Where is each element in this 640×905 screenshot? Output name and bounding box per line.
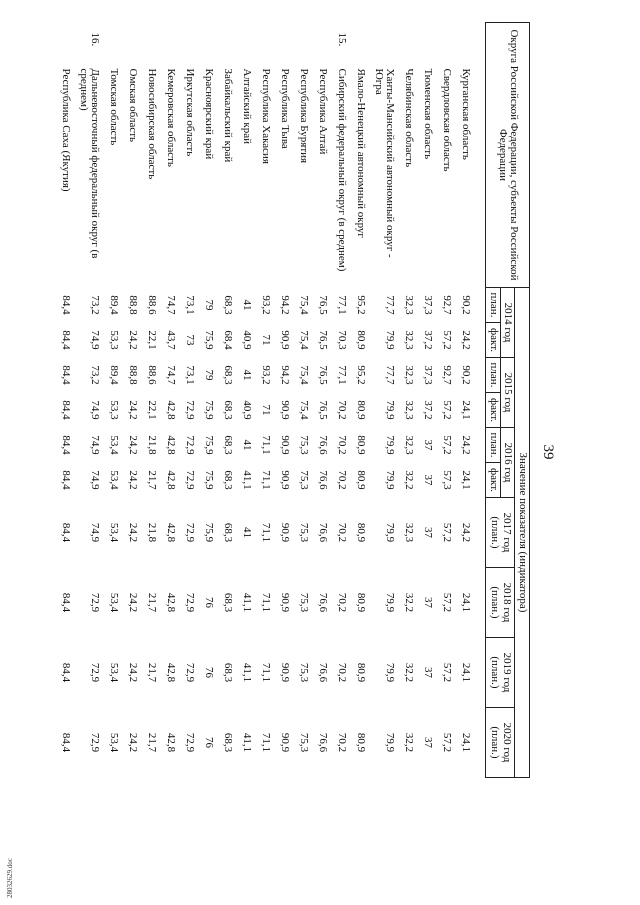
indicator-value: 41 <box>241 369 254 381</box>
indicator-value: 88,6 <box>146 295 159 315</box>
indicator-value: 75,4 <box>298 400 311 420</box>
indicator-value: 70,2 <box>336 662 349 683</box>
region-name: Кемеровская область <box>165 68 178 167</box>
indicator-value: 70,2 <box>336 400 349 420</box>
table-row <box>160 23 179 778</box>
indicator-value: 68,3 <box>222 435 235 455</box>
indicator-value: 57,2 <box>441 435 454 455</box>
indicator-value: 37 <box>422 597 435 608</box>
indicator-value: 72,9 <box>184 470 197 490</box>
indicator-value: 95,2 <box>355 295 368 315</box>
indicator-value: 79,9 <box>384 435 397 455</box>
row-number <box>274 23 293 63</box>
indicator-value: 79,9 <box>384 522 397 543</box>
indicator-value: 41,1 <box>241 592 254 613</box>
indicator-value: 76,6 <box>317 592 330 613</box>
indicator-value: 32,3 <box>403 295 416 315</box>
row-number <box>398 23 417 63</box>
indicator-value: 24,2 <box>127 522 140 543</box>
indicator-value: 42,8 <box>165 470 178 490</box>
indicator-value: 71 <box>260 334 273 346</box>
header-region: Округа Российской Федерации, субъекты Российской Федерации <box>486 23 530 288</box>
region-name: Томская область <box>108 68 121 146</box>
indicator-value: 21,7 <box>146 592 159 613</box>
indicator-value: 74,9 <box>89 400 102 420</box>
indicator-value: 77,1 <box>336 295 349 315</box>
indicator-value: 72,9 <box>184 400 197 420</box>
indicator-value: 68,3 <box>222 470 235 490</box>
indicator-value: 21,8 <box>146 522 159 543</box>
indicator-value: 24,2 <box>460 435 473 455</box>
indicator-value: 74,7 <box>165 365 178 385</box>
indicator-value: 68,3 <box>222 522 235 543</box>
table-body <box>55 23 486 778</box>
indicator-value: 89,4 <box>108 365 121 385</box>
indicator-value: 75,9 <box>203 330 216 350</box>
indicator-value: 24,2 <box>127 470 140 490</box>
region-name: Республика Бурятия <box>298 68 311 164</box>
row-number: 15. <box>336 32 349 47</box>
row-number <box>141 23 160 63</box>
row-number <box>179 23 198 63</box>
indicator-value: 76,6 <box>317 662 330 683</box>
indicator-value: 57,2 <box>441 732 454 753</box>
indicator-value: 72,9 <box>89 662 102 683</box>
indicator-value: 24,2 <box>460 522 473 543</box>
table-row <box>74 23 103 778</box>
indicator-value: 84,4 <box>60 330 73 350</box>
indicator-value: 79,9 <box>384 330 397 350</box>
table-row <box>350 23 369 778</box>
indicator-value: 22,1 <box>146 400 159 420</box>
header-2020: 2020 год (план.) <box>486 708 515 778</box>
indicator-value: 37 <box>422 667 435 678</box>
indicator-value: 53,4 <box>108 662 121 683</box>
indicator-value: 42,8 <box>165 435 178 455</box>
row-number <box>293 23 312 63</box>
indicator-value: 53,4 <box>108 435 121 455</box>
indicator-value: 75,3 <box>298 470 311 490</box>
page-number: 39 <box>540 444 556 460</box>
indicator-value: 72,9 <box>184 592 197 613</box>
row-number <box>455 23 486 63</box>
indicator-value: 70,2 <box>336 732 349 753</box>
indicator-value: 75,9 <box>203 522 216 543</box>
indicator-value: 41,1 <box>241 732 254 753</box>
indicator-value: 79 <box>203 369 216 381</box>
indicator-value: 57,2 <box>441 522 454 543</box>
indicator-value: 76 <box>203 737 216 748</box>
row-number <box>417 23 436 63</box>
indicator-value: 90,9 <box>279 435 292 455</box>
indicator-value: 53,3 <box>108 400 121 420</box>
indicator-value: 71,1 <box>260 522 273 543</box>
indicator-value: 53,4 <box>108 592 121 613</box>
header-2018: 2018 год (план.) <box>486 568 515 638</box>
indicator-value: 32,3 <box>403 365 416 385</box>
indicator-value: 95,2 <box>355 365 368 385</box>
row-number <box>369 23 398 63</box>
header-2015: 2015 год <box>500 358 515 428</box>
indicator-value: 68,3 <box>222 592 235 613</box>
region-name: Ханты-Мансийский автономный округ - Югра <box>372 68 397 258</box>
indicator-value: 32,2 <box>403 662 416 683</box>
indicator-value: 32,3 <box>403 522 416 543</box>
region-name: Иркутская область <box>184 68 197 157</box>
region-name: Республика Хакасия <box>260 68 273 164</box>
indicator-value: 74,7 <box>165 295 178 315</box>
table-row <box>217 23 236 778</box>
region-name: Забайкальский край <box>222 68 235 163</box>
indicator-value: 74,9 <box>89 330 102 350</box>
indicator-value: 75,9 <box>203 435 216 455</box>
indicator-value: 24,2 <box>127 435 140 455</box>
indicator-value: 90,9 <box>279 662 292 683</box>
indicator-value: 32,3 <box>403 400 416 420</box>
table-container <box>55 22 530 778</box>
indicator-value: 24,1 <box>460 662 473 683</box>
indicator-value: 73,2 <box>89 295 102 315</box>
table-row <box>369 23 398 778</box>
indicator-value: 43,7 <box>165 330 178 350</box>
table-row <box>122 23 141 778</box>
indicator-value: 88,8 <box>127 295 140 315</box>
indicator-value: 88,8 <box>127 365 140 385</box>
indicator-value: 24,2 <box>127 662 140 683</box>
indicator-value: 37 <box>422 474 435 486</box>
indicator-value: 41 <box>241 299 254 311</box>
indicator-value: 32,2 <box>403 470 416 490</box>
indicator-value: 57,2 <box>441 330 454 350</box>
indicator-value: 75,3 <box>298 592 311 613</box>
indicator-value: 37,2 <box>422 330 435 350</box>
indicator-value: 72,9 <box>184 522 197 543</box>
region-name: Челябинская область <box>403 68 416 168</box>
indicator-value: 76,5 <box>317 365 330 385</box>
table-row <box>255 23 274 778</box>
indicator-value: 80,9 <box>355 330 368 350</box>
indicator-value: 76,5 <box>317 400 330 420</box>
indicator-value: 76,5 <box>317 295 330 315</box>
table-row <box>331 23 350 778</box>
indicator-value: 72,9 <box>89 592 102 613</box>
indicator-value: 84,4 <box>60 400 73 420</box>
indicator-value: 84,4 <box>60 732 73 753</box>
indicator-value: 41 <box>241 527 254 538</box>
indicator-value: 70,2 <box>336 435 349 455</box>
row-number <box>255 23 274 63</box>
indicator-value: 41,1 <box>241 470 254 490</box>
indicator-value: 80,9 <box>355 470 368 490</box>
indicator-value: 75,3 <box>298 435 311 455</box>
indicator-value: 79,9 <box>384 732 397 753</box>
row-number <box>198 23 217 63</box>
header-plan: план. <box>486 288 501 323</box>
indicator-value: 71,1 <box>260 435 273 455</box>
indicator-value: 94,2 <box>279 365 292 385</box>
indicator-value: 75,9 <box>203 470 216 490</box>
indicator-value: 76 <box>203 667 216 678</box>
indicator-value: 68,3 <box>222 295 235 315</box>
indicator-value: 79,9 <box>384 470 397 490</box>
indicator-value: 24,1 <box>460 732 473 753</box>
indicator-value: 24,1 <box>460 592 473 613</box>
indicator-value: 84,4 <box>60 592 73 613</box>
indicator-value: 37,3 <box>422 365 435 385</box>
indicator-value: 79 <box>203 299 216 311</box>
indicator-value: 40,9 <box>241 400 254 420</box>
indicator-value: 68,4 <box>222 330 235 350</box>
row-number: 16. <box>89 32 102 47</box>
header-2014: 2014 год <box>500 288 515 358</box>
indicator-value: 75,4 <box>298 365 311 385</box>
table-row <box>417 23 436 778</box>
indicator-value: 70,2 <box>336 592 349 613</box>
region-name: Новосибирская область <box>146 68 159 180</box>
indicator-value: 53,4 <box>108 470 121 490</box>
indicator-value: 32,3 <box>403 330 416 350</box>
indicator-value: 90,9 <box>279 592 292 613</box>
indicator-value: 77,1 <box>336 365 349 385</box>
indicator-value: 76,6 <box>317 522 330 543</box>
indicator-value: 73,1 <box>184 295 197 315</box>
indicator-value: 76,5 <box>317 330 330 350</box>
indicator-value: 53,4 <box>108 732 121 753</box>
indicator-value: 75,3 <box>298 732 311 753</box>
row-number <box>217 23 236 63</box>
indicator-value: 57,2 <box>441 662 454 683</box>
indicator-value: 75,4 <box>298 295 311 315</box>
indicator-value: 24,1 <box>460 400 473 420</box>
table-row <box>198 23 217 778</box>
header-fact: факт. <box>486 393 501 428</box>
indicator-value: 72,9 <box>89 732 102 753</box>
indicator-value: 77,7 <box>384 365 397 385</box>
indicator-value: 84,4 <box>60 365 73 385</box>
indicator-value: 90,2 <box>460 295 473 315</box>
indicator-value: 84,4 <box>60 295 73 315</box>
indicator-value: 37 <box>422 439 435 451</box>
region-name: Республика Саха (Якутия) <box>60 68 73 192</box>
row-number <box>103 23 122 63</box>
region-name: Республика Алтай <box>317 68 330 155</box>
header-indicator-group: Значение показателя (индикатора) <box>515 288 530 778</box>
region-name: Ямало-Ненецкий автономный округ <box>355 68 368 238</box>
indicator-value: 79,9 <box>384 400 397 420</box>
indicator-value: 75,9 <box>203 400 216 420</box>
region-name: Тюменская область <box>422 68 435 160</box>
indicator-value: 24,2 <box>460 330 473 350</box>
indicator-value: 24,2 <box>127 400 140 420</box>
header-2019: 2019 год (план.) <box>486 638 515 708</box>
indicator-value: 75,4 <box>298 330 311 350</box>
indicator-value: 37 <box>422 527 435 538</box>
indicator-value: 42,8 <box>165 522 178 543</box>
table-row <box>103 23 122 778</box>
indicator-value: 68,3 <box>222 732 235 753</box>
region-name: Республика Тыва <box>279 68 292 149</box>
row-number <box>312 23 331 63</box>
indicator-value: 41,1 <box>241 662 254 683</box>
table-row <box>55 23 74 778</box>
indicator-value: 88,6 <box>146 365 159 385</box>
indicator-value: 76,6 <box>317 435 330 455</box>
indicator-value: 72,9 <box>184 662 197 683</box>
indicator-value: 80,9 <box>355 400 368 420</box>
indicator-value: 72,9 <box>184 732 197 753</box>
table-row <box>141 23 160 778</box>
indicator-value: 84,4 <box>60 435 73 455</box>
region-name: Сибирский федеральный округ (в среднем) <box>336 68 349 272</box>
indicator-value: 84,4 <box>60 662 73 683</box>
indicator-value: 37,2 <box>422 400 435 420</box>
region-name: Дальневосточный федеральный округ (в среднем) <box>77 68 102 259</box>
header-fact: факт. <box>486 463 501 498</box>
indicator-value: 74,9 <box>89 470 102 490</box>
indicator-value: 90,9 <box>279 522 292 543</box>
indicator-value: 76,6 <box>317 732 330 753</box>
table-row <box>312 23 331 778</box>
header-fact: факт. <box>486 323 501 358</box>
indicator-value: 21,7 <box>146 662 159 683</box>
indicator-value: 32,3 <box>403 435 416 455</box>
indicator-value: 37 <box>422 737 435 748</box>
indicator-value: 40,9 <box>241 330 254 350</box>
indicator-table <box>55 22 530 778</box>
table-row <box>398 23 417 778</box>
rotated-page <box>60 22 560 882</box>
indicator-value: 24,2 <box>127 592 140 613</box>
indicator-value: 53,3 <box>108 330 121 350</box>
indicator-value: 68,3 <box>222 400 235 420</box>
indicator-value: 92,7 <box>441 295 454 315</box>
indicator-value: 84,4 <box>60 522 73 543</box>
indicator-value: 80,9 <box>355 592 368 613</box>
indicator-value: 70,2 <box>336 522 349 543</box>
region-name: Курганская область <box>460 68 473 160</box>
header-2016: 2016 год <box>500 428 515 498</box>
indicator-value: 92,7 <box>441 365 454 385</box>
row-number <box>350 23 369 63</box>
table-row <box>274 23 293 778</box>
indicator-value: 32,2 <box>403 592 416 613</box>
region-name: Алтайский край <box>241 68 254 145</box>
indicator-value: 73,1 <box>184 365 197 385</box>
indicator-value: 90,9 <box>279 470 292 490</box>
document-code: 28032629.doc <box>6 858 14 898</box>
indicator-value: 24,2 <box>127 732 140 753</box>
indicator-value: 80,9 <box>355 732 368 753</box>
row-number <box>122 23 141 63</box>
header-plan: план. <box>486 358 501 393</box>
indicator-value: 73,2 <box>89 365 102 385</box>
indicator-value: 79,9 <box>384 662 397 683</box>
indicator-value: 93,2 <box>260 295 273 315</box>
indicator-value: 70,2 <box>336 470 349 490</box>
indicator-value: 32,2 <box>403 732 416 753</box>
indicator-value: 76 <box>203 597 216 608</box>
indicator-value: 71,1 <box>260 470 273 490</box>
indicator-value: 76,6 <box>317 470 330 490</box>
region-name: Омская область <box>127 68 140 143</box>
indicator-value: 42,8 <box>165 662 178 683</box>
indicator-value: 42,8 <box>165 400 178 420</box>
table-header <box>486 23 530 778</box>
indicator-value: 93,2 <box>260 365 273 385</box>
indicator-value: 37,3 <box>422 295 435 315</box>
indicator-value: 80,9 <box>355 662 368 683</box>
table-row <box>179 23 198 778</box>
indicator-value: 77,7 <box>384 295 397 315</box>
indicator-value: 24,2 <box>127 330 140 350</box>
row-number <box>436 23 455 63</box>
indicator-value: 84,4 <box>60 470 73 490</box>
indicator-value: 72,9 <box>184 435 197 455</box>
indicator-value: 71,1 <box>260 732 273 753</box>
indicator-value: 79,9 <box>384 592 397 613</box>
indicator-value: 57,3 <box>441 470 454 490</box>
indicator-value: 94,2 <box>279 295 292 315</box>
region-name: Свердловская область <box>441 68 454 172</box>
table-row <box>436 23 455 778</box>
indicator-value: 53,4 <box>108 522 121 543</box>
row-number <box>160 23 179 63</box>
table-row <box>236 23 255 778</box>
indicator-value: 42,8 <box>165 732 178 753</box>
indicator-value: 74,9 <box>89 522 102 543</box>
indicator-value: 80,9 <box>355 435 368 455</box>
indicator-value: 73 <box>184 334 197 346</box>
indicator-value: 80,9 <box>355 522 368 543</box>
indicator-value: 71,1 <box>260 662 273 683</box>
indicator-value: 90,9 <box>279 732 292 753</box>
region-name: Красноярский край <box>203 68 216 160</box>
indicator-value: 68,3 <box>222 662 235 683</box>
indicator-value: 42,8 <box>165 592 178 613</box>
header-2017: 2017 год (план.) <box>486 498 515 568</box>
indicator-value: 22,1 <box>146 330 159 350</box>
table-row <box>293 23 312 778</box>
table-row <box>455 23 486 778</box>
indicator-value: 75,3 <box>298 662 311 683</box>
indicator-value: 57,2 <box>441 400 454 420</box>
indicator-value: 89,4 <box>108 295 121 315</box>
indicator-value: 24,1 <box>460 470 473 490</box>
indicator-value: 21,8 <box>146 435 159 455</box>
row-number <box>236 23 255 63</box>
indicator-value: 21,7 <box>146 732 159 753</box>
indicator-value: 71,1 <box>260 592 273 613</box>
indicator-value: 74,9 <box>89 435 102 455</box>
indicator-value: 68,3 <box>222 365 235 385</box>
indicator-value: 90,2 <box>460 365 473 385</box>
indicator-value: 90,9 <box>279 330 292 350</box>
header-plan: план. <box>486 428 501 463</box>
indicator-value: 75,3 <box>298 522 311 543</box>
indicator-value: 21,7 <box>146 470 159 490</box>
indicator-value: 41 <box>241 439 254 451</box>
indicator-value: 71 <box>260 404 273 416</box>
indicator-value: 90,9 <box>279 400 292 420</box>
indicator-value: 57,2 <box>441 592 454 613</box>
indicator-value: 70,3 <box>336 330 349 350</box>
row-number <box>55 23 74 63</box>
